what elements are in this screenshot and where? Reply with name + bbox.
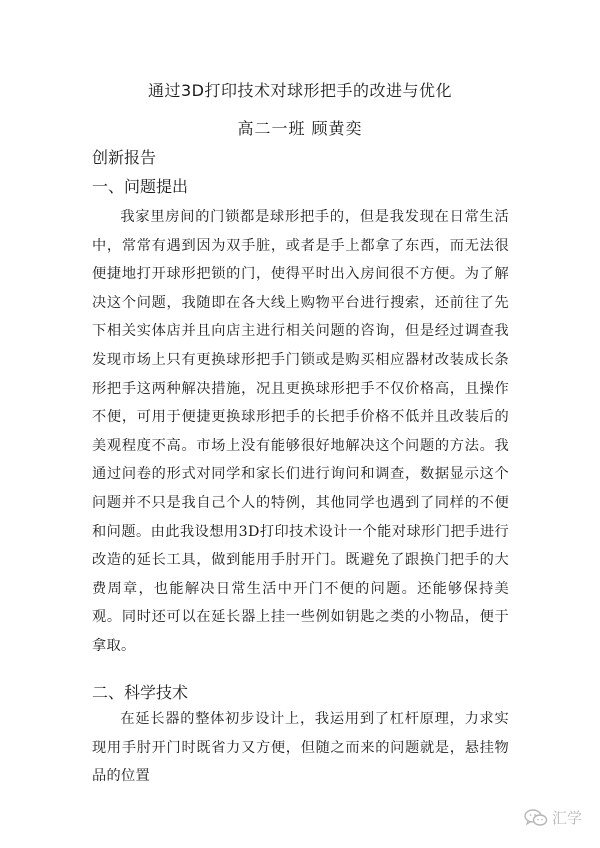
section-heading-technology: 二、科学技术 xyxy=(92,683,189,702)
report-type-label: 创新报告 xyxy=(92,148,157,167)
watermark xyxy=(524,807,582,828)
section-heading-problem: 一、问题提出 xyxy=(92,177,189,196)
watermark-text: 汇学 xyxy=(551,809,582,827)
author-line: 高二一班 顾黄奕 xyxy=(237,119,363,138)
document-title: 通过3D打印技术对球形把手的改进与优化 xyxy=(147,81,452,100)
wechat-icon xyxy=(524,809,548,827)
section-paragraph-technology: 在延长器的整体初步设计上，我运用到了杠杆原理，力求实现用手肘开门时既省力又方便，但随之而来的问题就是，悬挂物品的位置 xyxy=(92,711,509,785)
section-paragraph-problem: 我家里房间的门锁都是球形把手的，但是我发现在日常生活中，常常有遇到因为双手脏，或者是手上都拿了东西，而无法很便捷地打开球形把锁的门，使得平时出入房间很不方便。为了解决这个问题，我随即在各大线上购物平台进行搜索，还前往了先下相关实体店并且向店主进行相关问题的咨询，但是经过调查我发现市场上只有更换球形把手门锁或是购买相应器材改装成长条形把手这两种解决措施，况且更换球形把手不仅价格高，且操作不便，可用于便捷更换球形把手的长把手价格不低并且改装后的美观程度不高。市场上没有能够很好地解决这个问题的方法。我通过问卷的形式对同学和家长们进行询问和调查，数据显示这个问题并不只是我自己个人的特例，其他同学也遇到了同样的不便和问题。由此我设想用3D打印技术设计一个能对球形门把手进行改造的延长工具，做到能用手肘开门。既避免了跟换门把手的大费周章，也能解决日常生活中开门不便的问题。还能够保持美观。同时还可以在延长器上挂一些例如钥匙之类的小物品，便于拿取。 xyxy=(92,209,509,654)
